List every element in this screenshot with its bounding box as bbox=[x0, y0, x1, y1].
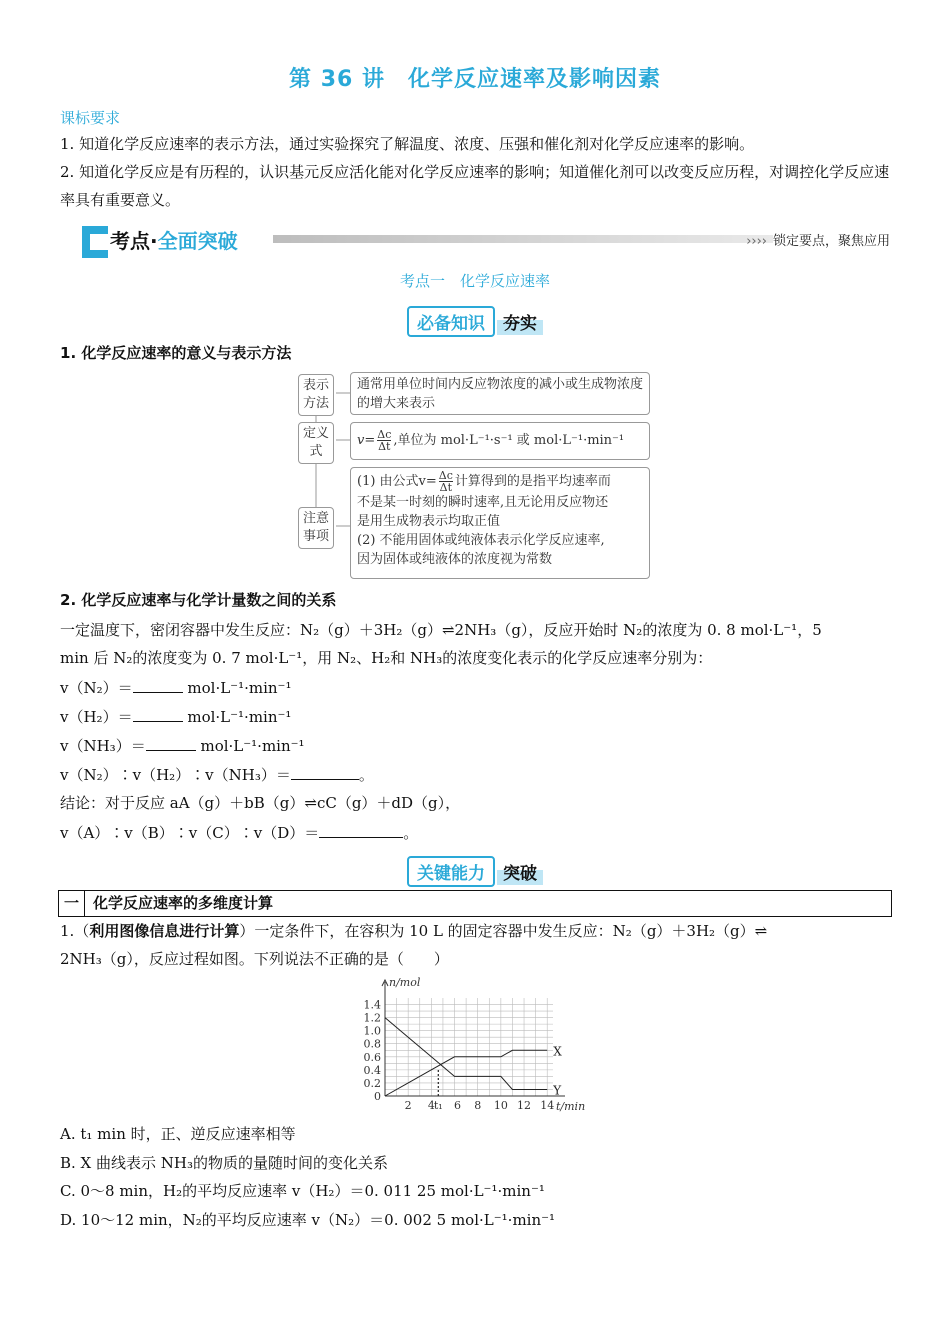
y-tick-label: 0.2 bbox=[363, 1076, 381, 1090]
fill1-post: mol·L⁻¹·min⁻¹ bbox=[182, 679, 292, 697]
answer-blank-3[interactable] bbox=[146, 735, 196, 751]
x-tick-label: 12 bbox=[517, 1099, 532, 1112]
requirement-1: 1. 知道化学反应速率的表示方法，通过实验探究了解温度、浓度、压强和催化剂对化学反应速率的影响。 bbox=[60, 135, 755, 153]
frac-den: Δt bbox=[378, 440, 391, 453]
page-title: 第 36 讲 化学反应速率及影响因素 bbox=[289, 67, 661, 92]
y-tick-label: 0.4 bbox=[363, 1063, 381, 1077]
sub2-text: . 化学反应速率与化学计量数之间的关系 bbox=[70, 591, 337, 609]
subheading-1 bbox=[60, 343, 291, 363]
banner-bar bbox=[273, 235, 773, 243]
subheading-2 bbox=[60, 590, 336, 610]
fill-line-3 bbox=[60, 735, 305, 756]
badge1-tail: 夯实 bbox=[497, 308, 543, 335]
question-line-2: 2NH₃（g），反应过程如图。下列说法不正确的是（ ） bbox=[60, 950, 449, 968]
fill5-pre: v（A）∶v（B）∶v（C）∶v（D）＝ bbox=[60, 824, 320, 842]
box2-v: v= bbox=[357, 433, 376, 448]
problem-line-2: min 后 N₂的浓度变为 0. 7 mol·L⁻¹，用 N₂、H₂和 NH₃的浓度变化表示的化学反应速率分别为： bbox=[60, 649, 713, 667]
fraction-dc-dt-2 bbox=[439, 470, 453, 493]
banner-label-b: 全面突破 bbox=[157, 229, 238, 253]
fill5-post: 。 bbox=[403, 824, 419, 842]
sub1-num: 1 bbox=[60, 344, 71, 362]
box3-line3: 是用生成物表示均取正值 bbox=[357, 514, 501, 529]
badge-key-ability bbox=[0, 856, 950, 887]
y-tick-label: 1.4 bbox=[363, 998, 381, 1012]
answer-blank-4[interactable] bbox=[291, 764, 359, 780]
answer-blank-1[interactable] bbox=[133, 677, 183, 693]
y-tick-label: 1.2 bbox=[363, 1011, 381, 1025]
diagram-box-3 bbox=[350, 467, 650, 579]
x-axis-label: t/min bbox=[556, 1100, 586, 1113]
problem-line-1: 一定温度下，密闭容器中发生反应：N₂（g）＋3H₂（g）⇌2NH₃（g），反应开始时 N₂的浓度为 0. 8 mol·L⁻¹，5 bbox=[60, 621, 822, 639]
banner-right-text: 锁定要点，聚焦应用 bbox=[772, 234, 890, 249]
x-tick-label: t₁ bbox=[433, 1099, 443, 1112]
fill-line-1 bbox=[60, 677, 292, 698]
conclusion: 结论：对于反应 aA（g）＋bB（g）⇌cC（g）＋dD（g）， bbox=[60, 794, 461, 812]
frac-num: Δc bbox=[377, 428, 392, 441]
fill4-pre: v（N₂）∶v（H₂）∶v（NH₃）＝ bbox=[60, 766, 291, 784]
y-tick-label: 1.0 bbox=[363, 1024, 381, 1038]
box3-line4: (2) 不能用固体或纯液体表示化学反应速率, bbox=[357, 533, 605, 548]
box3-line1 bbox=[357, 470, 643, 493]
fill4-post: 。 bbox=[358, 766, 374, 784]
option-b: B. X 曲线表示 NH₃的物质的量随时间的变化关系 bbox=[60, 1154, 388, 1172]
option-c: C. 0～8 min，H₂的平均反应速率 v（H₂）＝0. 011 25 mol·L⁻¹·min⁻¹ bbox=[60, 1182, 545, 1200]
banner-label-a: 考点 bbox=[110, 229, 150, 253]
x-tick-label: 14 bbox=[540, 1099, 555, 1112]
chevrons-icon: ›››› bbox=[746, 234, 767, 249]
q-line1-pre: 1.（ bbox=[60, 922, 90, 940]
fill-line-5 bbox=[60, 822, 418, 843]
fill1-pre: v（N₂）＝ bbox=[60, 679, 133, 697]
fraction-dc-dt bbox=[377, 429, 391, 452]
x-tick-label: 10 bbox=[493, 1099, 508, 1112]
frac2-den: Δt bbox=[439, 481, 453, 494]
fill2-pre: v（H₂）＝ bbox=[60, 708, 133, 726]
topic1-heading: 考点一 化学反应速率 bbox=[399, 272, 550, 290]
fill-line-2 bbox=[60, 706, 291, 727]
series-label-X: X bbox=[553, 1044, 562, 1059]
banner-sep: · bbox=[150, 229, 158, 253]
y-tick-label: 0.6 bbox=[363, 1050, 381, 1064]
fill-line-4 bbox=[60, 764, 374, 785]
n-t-chart bbox=[340, 970, 610, 1118]
box3-line2: 不是某一时刻的瞬时速率,且无论用反应物还 bbox=[357, 495, 609, 510]
answer-blank-2[interactable] bbox=[133, 706, 183, 722]
question-line-1 bbox=[60, 921, 767, 941]
section-banner bbox=[78, 224, 890, 260]
badge2-tail: 突破 bbox=[497, 858, 543, 885]
sub2-num: 2 bbox=[60, 591, 71, 609]
diagram-box-1: 通常用单位时间内反应物浓度的减小或生成物浓度的增大来表示 bbox=[350, 372, 650, 415]
box3-line5: 因为固体或纯液体的浓度视为常数 bbox=[357, 552, 553, 567]
diagram-label-1: 表示方法 bbox=[298, 374, 334, 416]
badge-required-knowledge bbox=[0, 306, 950, 337]
fill2-post: mol·L⁻¹·min⁻¹ bbox=[182, 708, 292, 726]
sub1-text: . 化学反应速率的意义与表示方法 bbox=[70, 344, 292, 362]
topic-box bbox=[58, 890, 892, 917]
answer-blank-5[interactable] bbox=[319, 822, 403, 838]
q-line1-post: ）一定条件下，在容积为 10 L 的固定容器中发生反应：N₂（g）＋3H₂（g）⇌ bbox=[239, 922, 768, 940]
series-label-Y: Y bbox=[553, 1083, 562, 1098]
option-a: A. t₁ min 时，正、逆反应速率相等 bbox=[60, 1125, 296, 1143]
y-tick-label: 0 bbox=[374, 1090, 381, 1103]
box2-rest: ,单位为 mol·L⁻¹·s⁻¹ 或 mol·L⁻¹·min⁻¹ bbox=[393, 433, 625, 448]
q-line1-bold: 利用图像信息进行计算 bbox=[89, 922, 240, 940]
diagram-box-2 bbox=[350, 422, 650, 460]
frac2-num: Δc bbox=[438, 469, 453, 482]
fill3-post: mol·L⁻¹·min⁻¹ bbox=[195, 737, 305, 755]
concept-diagram bbox=[296, 372, 656, 582]
diagram-label-2: 定义式 bbox=[298, 422, 334, 464]
x-tick-label: 6 bbox=[454, 1099, 462, 1112]
option-d: D. 10～12 min，N₂的平均反应速率 v（N₂）＝0. 002 5 mol·L⁻¹·min⁻¹ bbox=[60, 1211, 556, 1229]
topic-box-num: 一 bbox=[59, 891, 85, 916]
badge1-boxed: 必备知识 bbox=[407, 306, 495, 337]
diagram-label-3: 注意事项 bbox=[298, 507, 334, 549]
requirements-heading: 课标要求 bbox=[60, 109, 121, 127]
banner-tag bbox=[78, 224, 252, 258]
y-axis-label: n/mol bbox=[389, 976, 421, 989]
x-tick-label: 4 bbox=[427, 1099, 435, 1112]
box3-line1a: (1) 由公式v= bbox=[357, 474, 437, 489]
requirement-2: 2. 知道化学反应是有历程的，认识基元反应活化能对化学反应速率的影响；知道催化剂可以改变反应历程，对调控化学反应速率具有重要意义。 bbox=[60, 163, 890, 209]
banner-right bbox=[746, 230, 890, 249]
fill3-pre: v（NH₃）＝ bbox=[60, 737, 146, 755]
x-tick-label: 8 bbox=[474, 1099, 482, 1112]
x-tick-label: 2 bbox=[404, 1099, 412, 1112]
topic-box-text: 化学反应速率的多维度计算 bbox=[93, 894, 274, 912]
y-tick-label: 0.8 bbox=[363, 1037, 381, 1051]
badge2-boxed: 关键能力 bbox=[407, 856, 495, 887]
box3-line1b: 计算得到的是指平均速率而 bbox=[454, 474, 611, 489]
